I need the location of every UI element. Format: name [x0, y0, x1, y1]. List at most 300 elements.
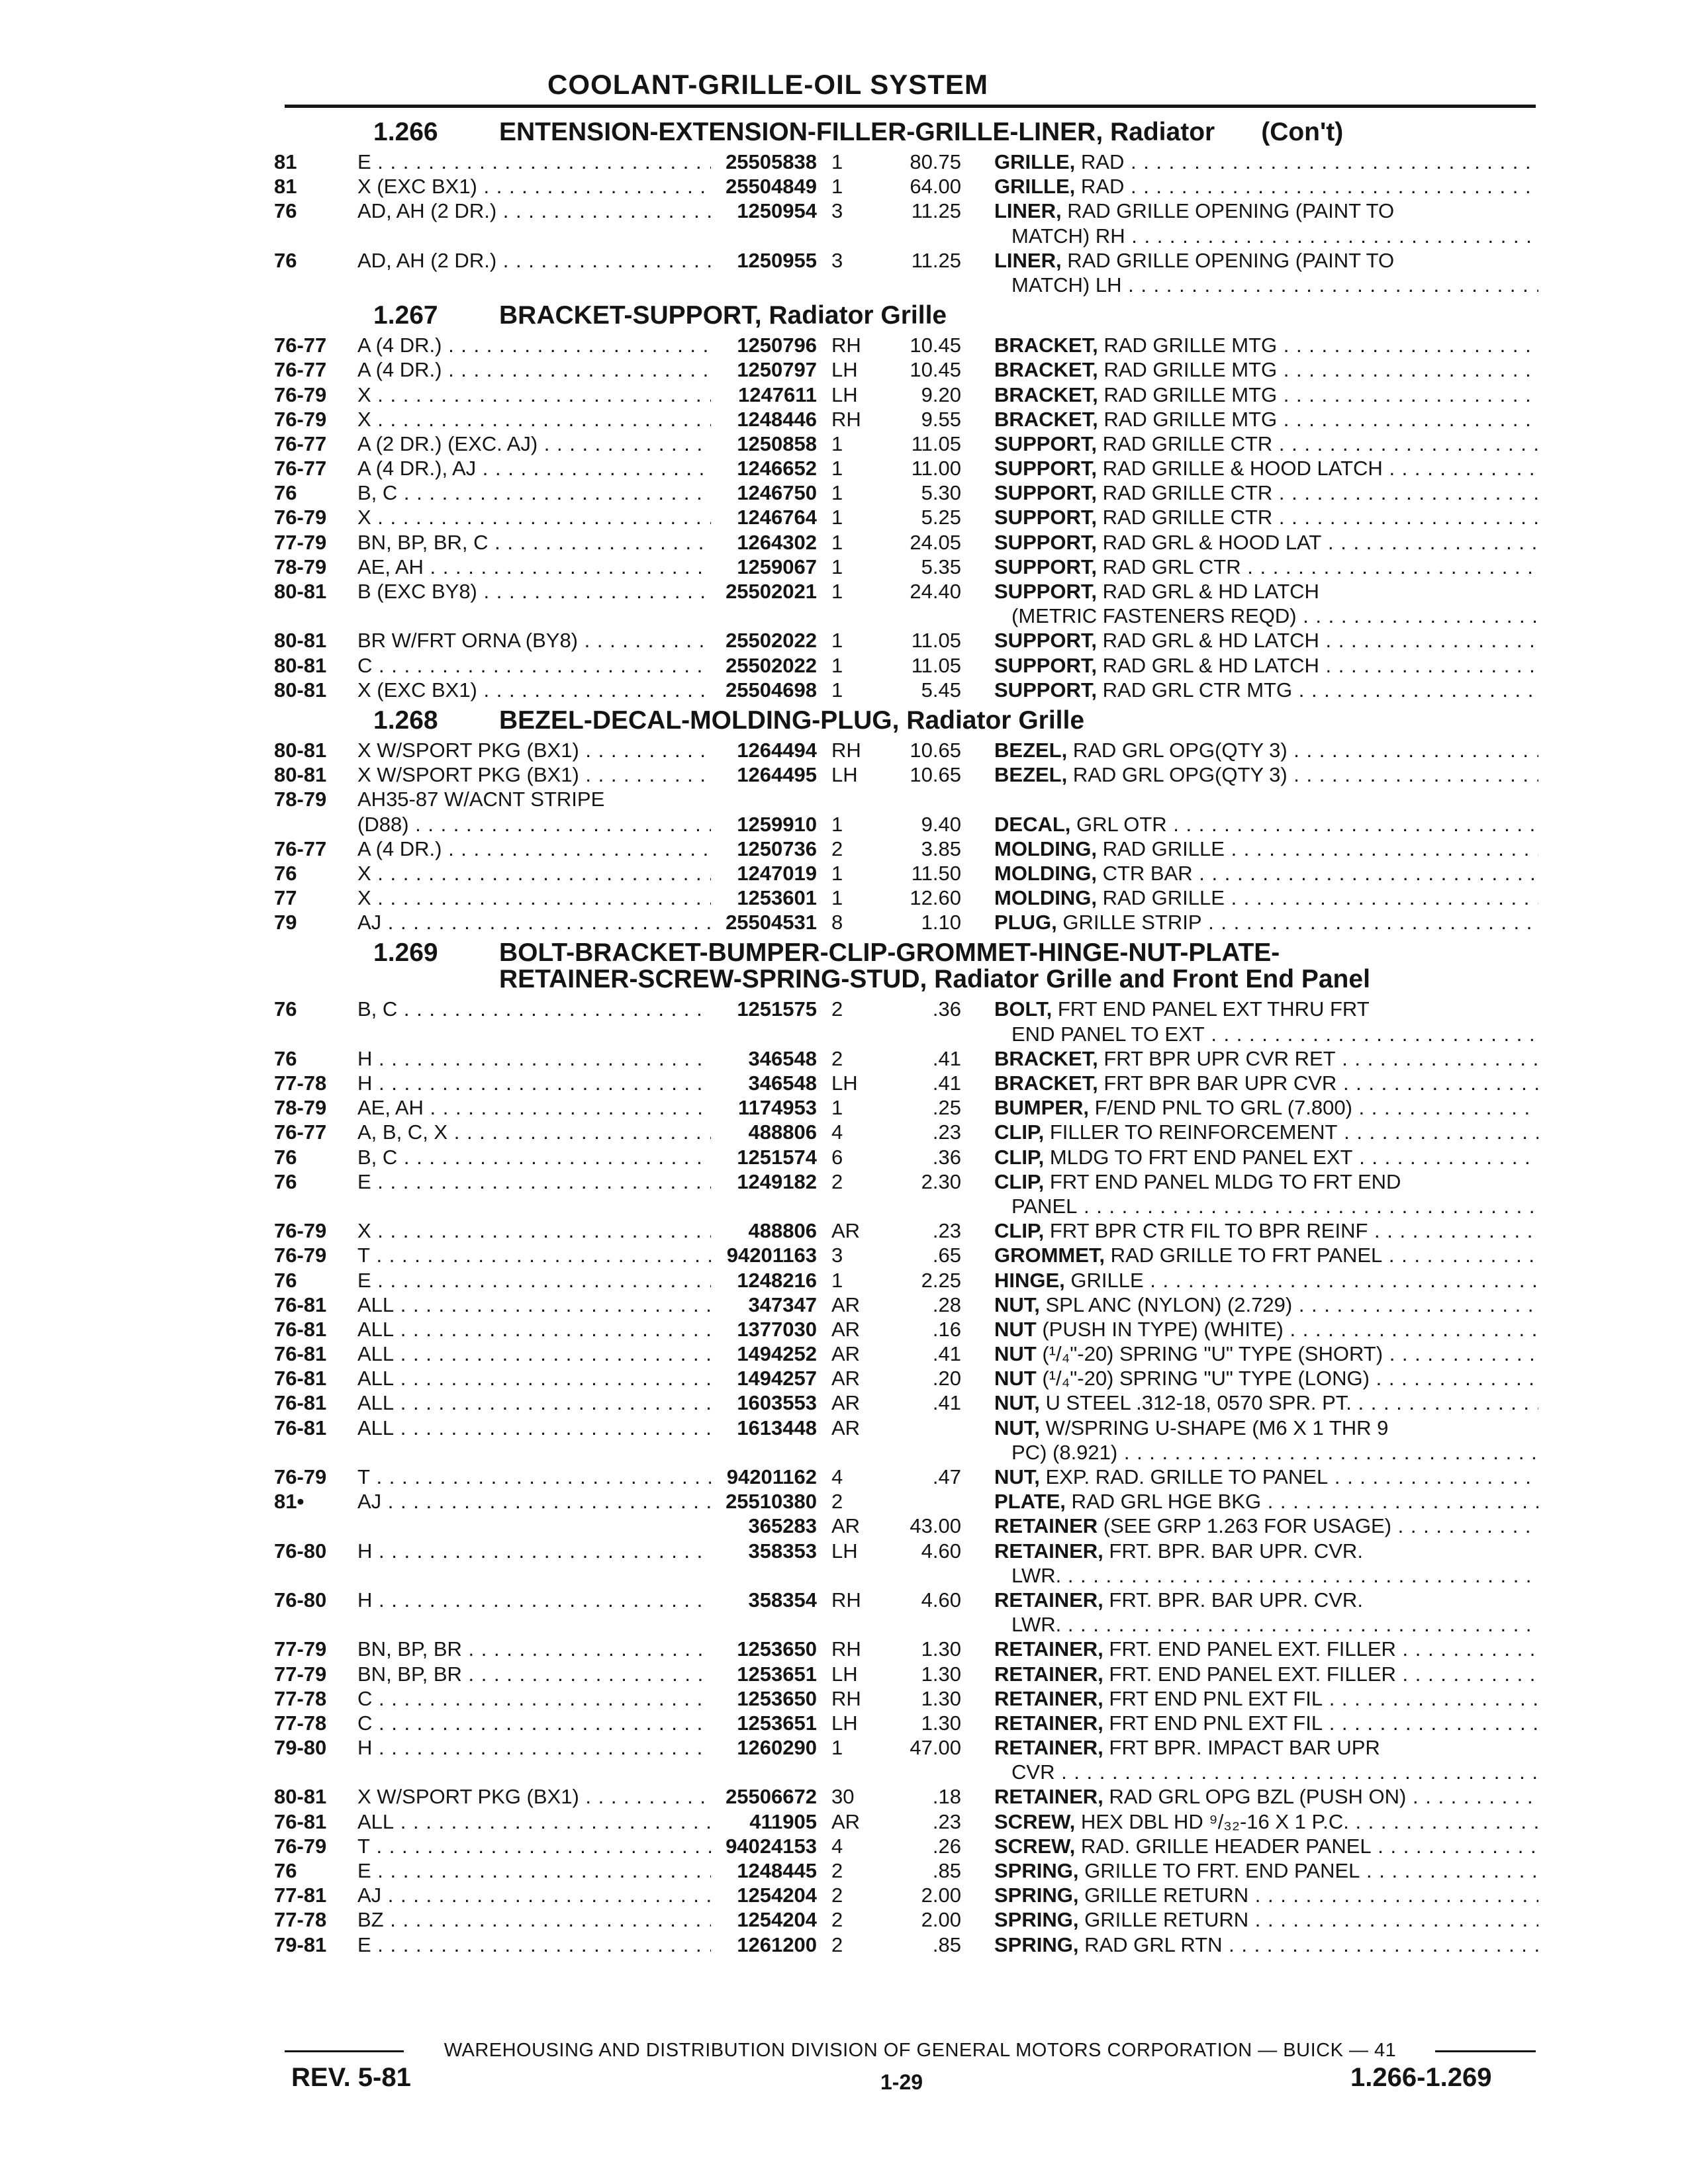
part-description-noun: BEZEL, — [994, 738, 1068, 762]
model-year: 77-79 — [274, 1662, 327, 1686]
model-application: E . . . — [357, 150, 711, 174]
part-description-detail: RAD GRL RTN — [1078, 1933, 1223, 1956]
model-year: 79 — [274, 911, 297, 934]
quantity: AR — [831, 1342, 861, 1366]
price: 1.30 — [921, 1662, 961, 1686]
part-description-detail: SPL ANC (NYLON) (2.729) — [1039, 1293, 1293, 1316]
part-description-noun: RETAINER, — [994, 1539, 1103, 1563]
part-number: 1250796 — [737, 334, 817, 357]
price: 9.55 — [921, 407, 961, 431]
part-description — [994, 530, 1538, 555]
part-description — [994, 1907, 1538, 1932]
part-description — [994, 1071, 1538, 1095]
part-description — [994, 505, 1538, 529]
quantity: 1 — [831, 175, 843, 199]
model-year: 81• — [274, 1490, 305, 1514]
part-description — [994, 1145, 1538, 1169]
parts-row — [274, 1416, 1538, 1440]
quantity: 4 — [831, 1834, 843, 1858]
part-description — [994, 1858, 1538, 1883]
quantity: AR — [831, 1317, 861, 1341]
model-year: 77-81 — [274, 1884, 327, 1907]
part-description-noun: GRILLE, — [994, 150, 1076, 173]
part-description-detail: FRT END PNL EXT FIL — [1103, 1711, 1323, 1735]
empty-cell — [274, 1760, 357, 1784]
part-number: 1253651 — [737, 1711, 817, 1735]
quantity: 1 — [831, 629, 843, 653]
parts-row — [274, 1046, 1538, 1071]
parts-row — [274, 1933, 1538, 1957]
parts-row — [274, 653, 1538, 678]
part-description-noun: SUPPORT, — [994, 653, 1098, 677]
part-description-noun: BRACKET, — [994, 358, 1098, 382]
price: 24.40 — [910, 580, 961, 603]
parts-row — [274, 1883, 1538, 1907]
part-number: 25504849 — [726, 175, 817, 199]
part-description-noun: NUT — [994, 1317, 1037, 1341]
quantity: 1 — [831, 555, 843, 578]
section-number: 1.268 — [373, 705, 438, 735]
part-number: 1250858 — [737, 432, 817, 455]
model-year: 76 — [274, 248, 297, 272]
part-description-detail: RAD GRILLE OPENING (PAINT TO — [1061, 248, 1395, 272]
part-description-noun: SUPPORT, — [994, 481, 1098, 505]
part-description — [994, 1834, 1538, 1858]
parts-row — [274, 1218, 1538, 1243]
part-number: 1174953 — [738, 1096, 817, 1120]
parts-row-continuation — [274, 1194, 1538, 1218]
empty-cell — [711, 1194, 820, 1218]
part-number: 25504531 — [726, 911, 817, 934]
part-description-noun: CLIP, — [994, 1120, 1045, 1144]
model-application: AJ . . . — [357, 1883, 711, 1907]
model-application: BN, BP, BR . . . — [357, 1662, 711, 1686]
part-description-noun: RETAINER, — [994, 1588, 1103, 1612]
empty-cell — [357, 1612, 711, 1637]
part-description-noun: SUPPORT, — [994, 506, 1098, 529]
parts-row — [274, 1809, 1538, 1834]
part-description — [994, 1366, 1538, 1390]
empty-cell — [274, 1440, 357, 1465]
part-description-detail: (¹/₄"-20) SPRING "U" TYPE (SHORT) — [1036, 1342, 1383, 1366]
parts-row — [274, 579, 1538, 604]
empty-cell — [875, 1022, 994, 1046]
price: 11.25 — [911, 248, 961, 272]
model-year: 76-79 — [274, 1834, 327, 1858]
part-description — [994, 333, 1538, 357]
empty-cell — [357, 1760, 711, 1784]
part-number: 1249182 — [737, 1169, 817, 1193]
quantity: 2 — [831, 1933, 843, 1956]
parts-row — [274, 861, 1538, 886]
part-number: 1264495 — [737, 763, 817, 787]
model-year: 76-81 — [274, 1391, 327, 1415]
price: .28 — [932, 1293, 961, 1316]
part-description — [994, 1809, 1538, 1834]
quantity: 1 — [831, 150, 843, 173]
price: 2.25 — [921, 1268, 961, 1292]
part-description-noun: MOLDING, — [994, 837, 1097, 860]
part-number: 1248445 — [737, 1859, 817, 1882]
parts-row — [274, 787, 1538, 811]
parts-row — [274, 1095, 1538, 1120]
part-description — [994, 1662, 1538, 1686]
model-application: B (EXC BY8) . . . — [357, 579, 711, 604]
empty-cell — [357, 1563, 711, 1588]
part-description-continued: LWR. . . . — [994, 1563, 1538, 1588]
part-number: 1248216 — [737, 1268, 817, 1292]
model-application: A (4 DR.), AJ . . . — [357, 456, 711, 480]
part-description-detail: RAD GRL CTR MTG — [1097, 678, 1293, 702]
parts-row — [274, 1071, 1538, 1095]
part-description-noun: NUT, — [994, 1391, 1040, 1415]
part-description-detail: (PUSH IN TYPE) (WHITE) — [1036, 1317, 1284, 1341]
part-description-detail: GRILLE TO FRT. END PANEL — [1078, 1859, 1360, 1882]
part-description — [994, 174, 1538, 199]
section-heading — [373, 302, 1538, 329]
model-year: 80-81 — [274, 580, 327, 603]
part-number: 25502022 — [726, 653, 817, 677]
model-application: A (2 DR.) (EXC. AJ) . . . — [357, 432, 711, 456]
part-description-noun: BUMPER, — [994, 1096, 1089, 1120]
quantity: 1 — [831, 1736, 843, 1760]
part-description-detail: RAD GRILLE MTG — [1098, 358, 1278, 382]
part-description-detail: RAD GRILLE MTG — [1098, 334, 1278, 357]
model-year: 76-79 — [274, 1465, 327, 1488]
price: 5.35 — [921, 555, 961, 578]
quantity: AR — [831, 1391, 861, 1415]
part-description — [994, 248, 1538, 273]
part-description-noun: RETAINER, — [994, 1662, 1103, 1686]
part-number: 1246652 — [737, 457, 817, 480]
empty-cell — [711, 604, 820, 628]
part-description-detail: FRT END PANEL MLDG TO FRT END — [1044, 1169, 1401, 1193]
price — [875, 1416, 994, 1440]
price: .85 — [932, 1859, 961, 1882]
model-application: C . . . — [357, 1686, 711, 1711]
price: .41 — [932, 1046, 961, 1070]
empty-cell — [357, 1194, 711, 1218]
price: 43.00 — [910, 1514, 961, 1538]
model-application: AE, AH . . . — [357, 1095, 711, 1120]
part-description-continued: PANEL . . . — [994, 1194, 1538, 1218]
model-year: 80-81 — [274, 629, 327, 653]
section-title — [499, 119, 1538, 146]
section-number: 1.267 — [373, 301, 438, 330]
model-application: H . . . — [357, 1046, 711, 1071]
part-number: 1259910 — [737, 812, 817, 836]
part-description-noun: RETAINER, — [994, 1785, 1103, 1809]
price: 80.75 — [910, 150, 961, 173]
quantity: AR — [831, 1416, 861, 1439]
price: 4.60 — [921, 1539, 961, 1563]
part-description — [994, 1218, 1538, 1243]
part-number: 1246764 — [737, 506, 817, 529]
quantity: RH — [831, 1637, 861, 1661]
model-application: H . . . — [357, 1735, 711, 1760]
part-number: 1377030 — [737, 1317, 817, 1341]
model-year: 80-81 — [274, 678, 327, 702]
empty-cell — [357, 1440, 711, 1465]
price: .20 — [932, 1367, 961, 1390]
parts-row — [274, 628, 1538, 653]
price: 3.85 — [921, 837, 961, 860]
model-application: X W/SPORT PKG (BX1) . . . — [357, 1784, 711, 1809]
parts-row — [274, 407, 1538, 432]
quantity: LH — [831, 383, 858, 406]
part-description-noun: RETAINER — [994, 1514, 1098, 1538]
part-description — [994, 1293, 1538, 1317]
part-description-detail: RAD GRL HGE BKG — [1065, 1490, 1262, 1514]
parts-row — [274, 1342, 1538, 1366]
part-number: 411905 — [749, 1809, 817, 1833]
part-description — [994, 678, 1538, 702]
part-description-detail: RAD GRILLE CTR — [1097, 432, 1273, 455]
empty-cell — [820, 1022, 875, 1046]
model-application: H . . . — [357, 1539, 711, 1563]
part-description-noun: HINGE, — [994, 1268, 1065, 1292]
part-description-noun: RETAINER, — [994, 1736, 1103, 1760]
price: 4.60 — [921, 1588, 961, 1612]
price: 24.05 — [910, 530, 961, 554]
parts-row — [274, 1735, 1538, 1760]
part-number: 365283 — [748, 1514, 817, 1538]
part-number: 1253601 — [737, 886, 817, 910]
model-year: 76 — [274, 997, 297, 1021]
parts-row — [274, 910, 1538, 934]
part-number: 358353 — [748, 1539, 817, 1563]
price: .36 — [932, 1145, 961, 1169]
part-number: 1264494 — [737, 738, 817, 762]
quantity: 3 — [831, 248, 843, 272]
part-description-detail: W/SPRING U-SHAPE (M6 X 1 THR 9 — [1039, 1416, 1389, 1439]
model-year: 77-79 — [274, 1637, 327, 1661]
model-application: X W/SPORT PKG (BX1) . . . — [357, 738, 711, 762]
part-description-noun: BEZEL, — [994, 763, 1068, 787]
part-number: 1613448 — [737, 1416, 817, 1439]
model-application: C . . . — [357, 1711, 711, 1735]
quantity: 2 — [831, 837, 843, 860]
part-description-detail: RAD. GRILLE HEADER PANEL — [1075, 1834, 1372, 1858]
model-application: A (4 DR.) . . . — [357, 333, 711, 357]
quantity: 1 — [831, 861, 843, 885]
part-description-noun: MOLDING, — [994, 886, 1097, 910]
model-application: X . . . — [357, 861, 711, 886]
empty-cell — [274, 1022, 357, 1046]
part-description-noun: MOLDING, — [994, 861, 1097, 885]
part-description — [994, 837, 1538, 861]
part-description-detail: RAD GRILLE OPENING (PAINT TO — [1061, 199, 1395, 223]
empty-cell — [711, 1760, 820, 1784]
part-description-detail: FRT. BPR. BAR UPR. CVR. — [1103, 1539, 1363, 1563]
part-number: 1254204 — [737, 1884, 817, 1907]
part-description — [994, 555, 1538, 579]
part-description-detail: GRILLE — [1064, 1268, 1144, 1292]
model-application: AJ . . . — [357, 910, 711, 934]
part-description-detail: RAD GRILLE MTG — [1098, 407, 1278, 431]
price: .47 — [932, 1465, 961, 1488]
parts-row — [274, 150, 1538, 174]
part-description — [994, 1095, 1538, 1120]
section-title-main: ENTENSION-EXTENSION-FILLER-GRILLE-LINER, — [499, 118, 1103, 146]
part-description — [994, 1588, 1538, 1612]
parts-row — [274, 1784, 1538, 1809]
model-year: 79-81 — [274, 1933, 327, 1956]
empty-cell — [711, 273, 820, 297]
part-description-noun: BRACKET, — [994, 1071, 1098, 1095]
part-description — [994, 383, 1538, 407]
model-application: X . . . — [357, 886, 711, 910]
price: .16 — [932, 1317, 961, 1341]
parts-row — [274, 480, 1538, 505]
quantity: 2 — [831, 997, 843, 1021]
price: 10.45 — [910, 334, 961, 357]
model-year: 76-79 — [274, 1244, 327, 1267]
parts-catalog-body — [274, 114, 1538, 1957]
part-number: 1253651 — [737, 1662, 817, 1686]
part-description-detail: RAD GRL & HOOD LAT — [1097, 530, 1322, 554]
parts-row — [274, 174, 1538, 199]
model-year: 78-79 — [274, 1096, 327, 1120]
model-application: X W/SPORT PKG (BX1) . . . — [357, 762, 711, 787]
quantity: RH — [831, 334, 861, 357]
section-title — [499, 707, 1538, 734]
part-description-noun: SUPPORT, — [994, 530, 1098, 554]
parts-row — [274, 1662, 1538, 1686]
empty-cell — [875, 1194, 994, 1218]
part-number: 1248446 — [737, 407, 817, 431]
price: .26 — [932, 1834, 961, 1858]
part-description-detail: FRT. END PANEL EXT. FILLER — [1103, 1637, 1396, 1661]
parts-row — [274, 812, 1538, 837]
quantity: LH — [831, 358, 858, 382]
part-description-detail: RAD GRILLE — [1097, 837, 1225, 860]
part-description — [994, 357, 1538, 382]
price: 47.00 — [910, 1736, 961, 1760]
part-description-detail: RAD GRL OPG(QTY 3) — [1067, 763, 1288, 787]
parts-row — [274, 738, 1538, 762]
part-description-noun: RETAINER, — [994, 1637, 1103, 1661]
part-description-detail: RAD GRL OPG(QTY 3) — [1067, 738, 1288, 762]
part-description — [994, 787, 1538, 811]
empty-cell — [711, 1563, 820, 1588]
price: 10.45 — [910, 358, 961, 382]
parts-row — [274, 333, 1538, 357]
empty-cell — [274, 1612, 357, 1637]
model-application: AH35-87 W/ACNT STRIPE — [357, 788, 605, 811]
quantity: RH — [831, 407, 861, 431]
parts-row — [274, 357, 1538, 382]
empty-cell — [820, 1760, 875, 1784]
model-application: X . . . — [357, 1218, 711, 1243]
part-description — [994, 1268, 1538, 1293]
parts-row — [274, 1858, 1538, 1883]
model-year: 78-79 — [274, 788, 327, 811]
part-description-noun: BRACKET, — [994, 383, 1098, 406]
part-description-detail: RAD GRL & HD LATCH — [1097, 580, 1319, 603]
price: 1.30 — [921, 1686, 961, 1710]
model-year: 76-77 — [274, 1120, 327, 1144]
part-description — [994, 812, 1538, 837]
parts-row — [274, 1637, 1538, 1661]
price: 12.60 — [910, 886, 961, 910]
empty-cell — [875, 224, 994, 248]
empty-cell — [820, 604, 875, 628]
part-number: 1250954 — [737, 199, 817, 223]
part-number: 1254204 — [737, 1908, 817, 1932]
parts-row — [274, 1293, 1538, 1317]
empty-cell — [357, 1022, 711, 1046]
model-application: E . . . — [357, 1933, 711, 1957]
part-number: 488806 — [748, 1120, 817, 1144]
part-description-noun: CLIP, — [994, 1145, 1045, 1169]
part-description-detail: GRILLE RETURN — [1078, 1908, 1249, 1932]
model-year: 76-80 — [274, 1588, 327, 1612]
part-description — [994, 199, 1538, 223]
part-description — [994, 1169, 1538, 1194]
parts-row-continuation — [274, 273, 1538, 297]
part-description-noun: NUT — [994, 1367, 1037, 1390]
parts-row — [274, 1169, 1538, 1194]
section-title-sub: Radiator — [1103, 118, 1215, 146]
model-application: H . . . — [357, 1588, 711, 1612]
part-description — [994, 1784, 1538, 1809]
price: 5.30 — [921, 481, 961, 505]
parts-row-continuation — [274, 1440, 1538, 1465]
model-application: AE, AH . . . — [357, 555, 711, 579]
model-application: X . . . — [357, 505, 711, 529]
part-number: 1264302 — [737, 530, 817, 554]
model-application: BN, BP, BR . . . — [357, 1637, 711, 1661]
part-number: 25502022 — [726, 629, 817, 653]
model-application: (D88) . . . — [357, 812, 711, 837]
price: 5.45 — [921, 678, 961, 702]
quantity: 4 — [831, 1120, 843, 1144]
parts-row-continuation — [274, 604, 1538, 628]
parts-row — [274, 248, 1538, 273]
part-number: 346548 — [748, 1071, 817, 1095]
model-application: B, C . . . — [357, 997, 711, 1021]
part-description-noun: NUT, — [994, 1293, 1040, 1316]
model-year: 76-81 — [274, 1317, 327, 1341]
parts-row — [274, 432, 1538, 456]
model-year: 76 — [274, 199, 297, 223]
part-number: 1250955 — [737, 248, 817, 272]
model-year: 76-77 — [274, 432, 327, 455]
part-number: 488806 — [748, 1219, 817, 1243]
quantity: 1 — [831, 432, 843, 455]
quantity: 8 — [831, 911, 843, 934]
part-description-detail: FRT END PNL EXT FIL — [1103, 1686, 1323, 1710]
section-title-sub: Radiator Grille — [761, 301, 947, 330]
part-description — [994, 1342, 1538, 1366]
parts-row — [274, 886, 1538, 910]
part-description-noun: SPRING, — [994, 1933, 1079, 1956]
part-description-noun: RETAINER, — [994, 1686, 1103, 1710]
quantity: 2 — [831, 1046, 843, 1070]
quantity: RH — [831, 1588, 861, 1612]
part-description-detail: HEX DBL HD ⁹/₃₂-16 X 1 P.C. — [1075, 1809, 1349, 1833]
parts-row-continuation — [274, 224, 1538, 248]
part-description-detail: FRT END PANEL EXT THRU FRT — [1052, 997, 1370, 1021]
model-application: X . . . — [357, 383, 711, 407]
parts-row — [274, 997, 1538, 1021]
section-heading — [373, 940, 1538, 993]
part-description — [994, 1514, 1538, 1538]
section-heading — [373, 707, 1538, 734]
model-year: 76-81 — [274, 1293, 327, 1316]
model-year: 77-78 — [274, 1686, 327, 1710]
